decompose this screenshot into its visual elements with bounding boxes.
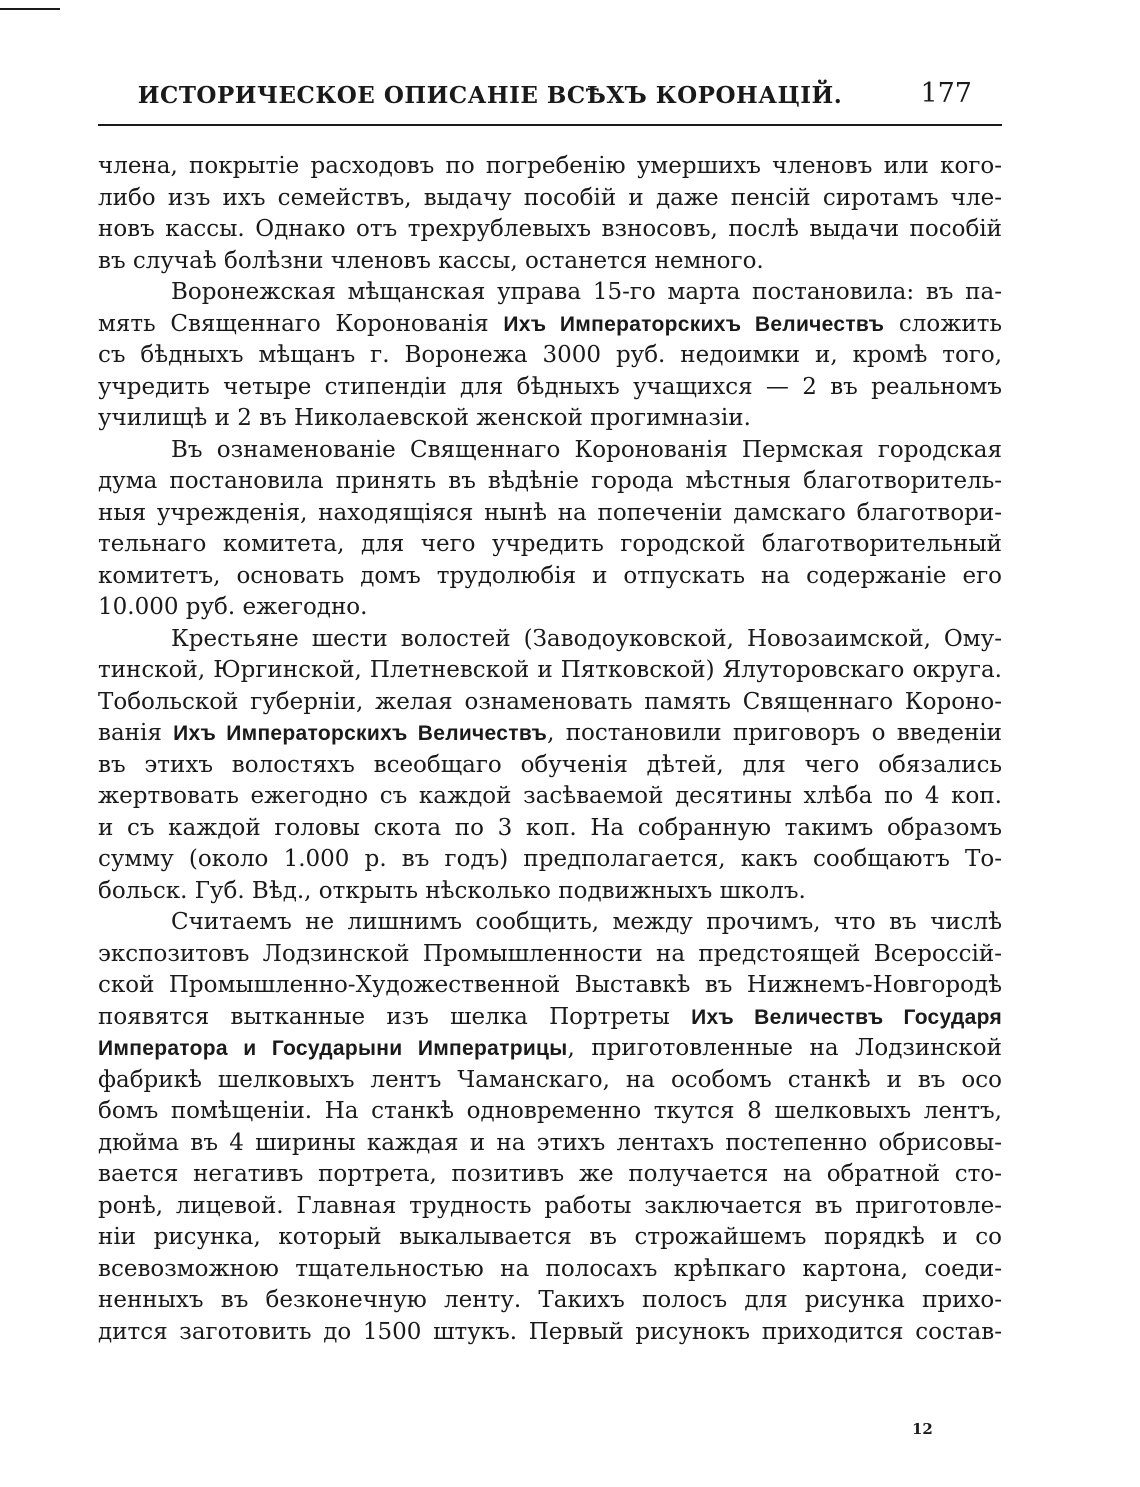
text-line: всевозможною тщательностью на полосахъ крѣпкаго картона, соеди-	[98, 1255, 1002, 1282]
header-rule	[98, 124, 1002, 126]
text-line: Воронежская мѣщанская управа 15-го марта постановила: въ па-	[171, 279, 1002, 305]
text-line: съ бѣдныхъ мѣщанъ г. Воронежа 3000 руб. недоимки и, кромѣ того,	[98, 342, 1002, 368]
bold-run: Ихъ Императорскихъ Величествъ	[173, 722, 548, 745]
text-line	[98, 1002, 1002, 1034]
text-run: , постановили приговоръ о введеніи	[547, 720, 1002, 746]
text-run: мять Священнаго Коронованія	[98, 310, 504, 337]
corner-rule	[0, 8, 60, 10]
text-run: ванія	[98, 720, 174, 746]
text-line: фабрикѣ шелковыхъ лентъ Чаманскаго, на особомъ станкѣ и въ осо	[98, 1066, 1002, 1093]
text-line: вается негативъ портрета, позитивъ же получается на обратной сто-	[98, 1161, 1002, 1187]
text-line: тинской, Юргинской, Плетневской и Пятковской) Ялуторовскаго округа.	[98, 657, 1002, 683]
text-line: ской Промышленно-Художественной Выставкѣ въ Нижнемъ-Новгородѣ	[98, 972, 1002, 998]
text-line: въ этихъ волостяхъ всеобщаго обученія дѣтей, для чего обязались	[98, 751, 1002, 778]
text-line: дума постановила принять въ вѣдѣніе города мѣстныя благотворитель-	[98, 468, 1002, 494]
text-line: дится заготовить до 1500 штукъ. Первый рисунокъ приходится состав-	[98, 1318, 1002, 1345]
body-text	[98, 151, 1002, 1348]
text-line: новъ кассы. Однако отъ трехрублевыхъ взносовъ, послѣ выдачи пособій	[98, 216, 1002, 242]
text-run: сложить	[884, 310, 1003, 337]
text-line: ненныхъ въ безконечную ленту. Такихъ полосъ для рисунка прихо-	[98, 1287, 1002, 1313]
text-line: 10.000 руб. ежегодно.	[98, 594, 368, 620]
text-line: Тобольской губерніи, желая ознаменовать память Священнаго Короно-	[98, 688, 1002, 715]
signature-mark: 12	[912, 1420, 933, 1438]
text-line: больск. Губ. Вѣд., открыть нѣсколько подвижныхъ школъ.	[98, 877, 806, 904]
bold-run: Ихъ Величествъ Государя	[691, 1005, 1002, 1029]
text-line: Считаемъ не лишнимъ сообщить, между прочимъ, что въ числѣ	[171, 909, 1002, 935]
text-line: и съ каждой головы скота по 3 коп. На собранную такимъ образомъ	[98, 814, 1002, 841]
text-line: ніи рисунка, который выкалывается въ строжайшемъ порядкѣ и со	[98, 1224, 1002, 1250]
text-line	[98, 1033, 1002, 1065]
text-line: училищѣ и 2 въ Николаевской женской прогимназіи.	[98, 405, 751, 431]
text-line: Крестьяне шести волостей (Заводоуковской, Новозаимской, Ому-	[171, 625, 1002, 652]
text-line: тельнаго комитета, для чего учредить городской благотворительный	[98, 531, 1002, 557]
text-line: Въ ознаменованіе Священнаго Коронованія Пермская городская	[171, 436, 1002, 463]
text-line	[98, 718, 1002, 750]
text-line: въ случаѣ болѣзни членовъ кассы, останется немного.	[98, 247, 764, 274]
text-line: сумму (около 1.000 р. въ годъ) предполагается, какъ сообщаютъ То-	[98, 846, 1002, 872]
text-line	[98, 309, 1002, 341]
text-line: члена, покрытіе расходовъ по погребенію умершихъ членовъ или кого-	[98, 153, 1002, 179]
running-header	[98, 74, 1002, 126]
text-run: , приготовленные на Лодзинской	[567, 1035, 1002, 1061]
bold-run: Императора и Государыни Императрицы	[98, 1037, 568, 1060]
text-line: либо изъ ихъ семействъ, выдачу пособій и даже пенсій сиротамъ чле-	[98, 184, 1002, 211]
bold-run: Ихъ Императорскихъ Величествъ	[503, 312, 885, 336]
text-line: жертвовать ежегодно съ каждой засѣваемой десятины хлѣба по 4 коп.	[98, 783, 1002, 809]
running-title: ИСТОРИЧЕСКОЕ ОПИСАНІЕ ВСѢХЪ КОРОНАЦІЙ.	[137, 82, 843, 109]
text-line: комитетъ, основать домъ трудолюбія и отпускать на содержаніе его	[98, 562, 1002, 589]
text-line: бомъ помѣщеніи. На станкѣ одновременно ткутся 8 шелковыхъ лентъ,	[98, 1098, 1002, 1124]
text-line: дюйма въ 4 ширины каждая и на этихъ лентахъ постепенно обрисовы-	[98, 1129, 1002, 1156]
text-line: ныя учрежденія, находящіяся нынѣ на попеченіи дамскаго благотвори-	[98, 499, 1002, 526]
text-run: появятся вытканные изъ шелка Портреты	[98, 1003, 692, 1030]
text-line: ронѣ, лицевой. Главная трудность работы заключается въ приготовле-	[98, 1192, 1002, 1219]
page-number: 177	[920, 78, 972, 109]
text-line: экспозитовъ Лодзинской Промышленности на предстоящей Всероссій-	[98, 940, 1002, 967]
text-line: учредить четыре стипендіи для бѣдныхъ учащихся — 2 въ реальномъ	[98, 373, 1002, 400]
